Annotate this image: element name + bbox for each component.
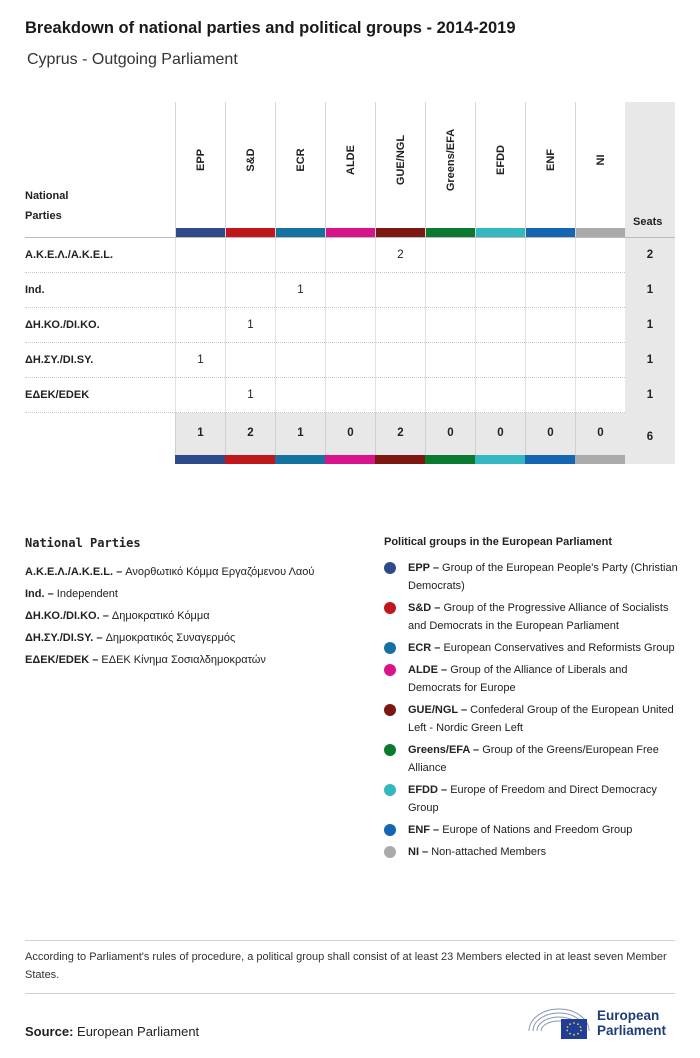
group-legend-item: GUE/NGL – Confederal Group of the European United Left - Nordic Green Left	[384, 701, 679, 737]
table-cell	[525, 343, 575, 378]
group-color-bar	[376, 228, 425, 237]
group-full-name: European Conservatives and Reformists Group	[443, 642, 675, 654]
group-total: 0	[575, 413, 625, 455]
group-column-ni	[575, 102, 625, 238]
table-cell	[575, 378, 625, 413]
table-cell	[225, 238, 275, 273]
source-value: European Parliament	[77, 1024, 200, 1039]
group-color-bar	[226, 228, 275, 237]
party-abbreviation: ΔΗ.ΣΥ./DI.SY.	[25, 632, 94, 644]
group-legend-item: Greens/EFA – Group of the Greens/European Free Alliance	[384, 741, 679, 777]
table-cell	[525, 378, 575, 413]
table-cell	[325, 308, 375, 343]
party-name: ΕΔΕΚ/EDEK	[25, 389, 90, 401]
color-dot-icon	[384, 704, 396, 716]
table-cell	[425, 378, 475, 413]
source-line	[25, 1024, 199, 1039]
group-legend-item: ENF – Europe of Nations and Freedom Group	[384, 821, 679, 839]
party-seats: 1	[625, 273, 675, 308]
hemicycle-icon	[527, 1003, 593, 1043]
group-column-epp	[175, 102, 225, 238]
national-party-legend-item: ΔΗ.ΚΟ./DI.KO. – Δημοκρατικό Κόμμα	[25, 610, 210, 622]
group-legend-item: EFDD – Europe of Freedom and Direct Democracy Group	[384, 781, 679, 817]
group-color-bar	[326, 228, 375, 237]
table-header	[25, 102, 675, 238]
national-party-legend-item: Α.Κ.Ε.Λ./A.K.E.L. – Ανορθωτικό Κόμμα Εργαζόμενου Λαού	[25, 566, 315, 578]
breakdown-table	[25, 102, 675, 464]
group-color-bar	[425, 455, 475, 464]
group-abbreviation: Greens/EFA	[408, 744, 470, 756]
group-total: 1	[175, 413, 225, 455]
table-cell	[575, 273, 625, 308]
group-abbreviation: EPP	[408, 562, 430, 574]
table-cell	[475, 238, 525, 273]
table-cell	[275, 343, 325, 378]
table-cell	[225, 273, 275, 308]
table-cell	[275, 378, 325, 413]
page-subtitle: Cyprus - Outgoing Parliament	[27, 51, 238, 68]
party-name: ΔΗ.ΚΟ./DI.KO.	[25, 319, 100, 331]
party-seats: 1	[625, 378, 675, 413]
group-full-name: Group of the Greens/European Free Alliance	[408, 744, 659, 774]
group-header-label: Greens/EFA	[445, 128, 457, 192]
table-cell	[325, 238, 375, 273]
group-header-label: GUE/NGL	[395, 134, 407, 186]
group-total: 0	[475, 413, 525, 455]
color-dot-icon	[384, 602, 396, 614]
group-abbreviation: ENF	[408, 824, 430, 836]
group-color-bar	[426, 228, 475, 237]
table-cell	[175, 308, 225, 343]
group-full-name: Confederal Group of the European United Left - Nordic Green Left	[408, 704, 674, 734]
group-total: 1	[275, 413, 325, 455]
table-cell	[325, 273, 375, 308]
table-cell: 1	[225, 378, 275, 413]
table-cell	[225, 343, 275, 378]
group-total: 0	[525, 413, 575, 455]
table-cell	[425, 308, 475, 343]
table-cell	[275, 308, 325, 343]
table-cell	[375, 273, 425, 308]
group-color-bar	[575, 455, 625, 464]
table-row	[25, 273, 675, 308]
group-color-bar	[275, 455, 325, 464]
table-cell	[175, 273, 225, 308]
group-legend-item: ALDE – Group of the Alliance of Liberals and Democrats for Europe	[384, 661, 679, 697]
group-header-label: NI	[595, 154, 607, 166]
table-cell	[375, 378, 425, 413]
political-groups-legend	[384, 536, 679, 865]
party-full-name: Δημοκρατικός Συναγερμός	[105, 632, 236, 644]
table-cell	[575, 238, 625, 273]
party-abbreviation: ΔΗ.ΚΟ./DI.KO.	[25, 610, 100, 622]
party-full-name: Ανορθωτικό Κόμμα Εργαζόμενου Λαού	[125, 566, 315, 578]
table-cell	[525, 238, 575, 273]
national-parties-column-header: National Parties	[25, 190, 69, 222]
totals-row	[25, 413, 675, 464]
table-cell	[425, 238, 475, 273]
table-cell	[325, 343, 375, 378]
political-groups-legend-heading: Political groups in the European Parliament	[384, 536, 612, 548]
group-color-bar	[475, 455, 525, 464]
total-seats: 6	[625, 413, 675, 464]
group-column-ecr	[275, 102, 325, 238]
group-legend-item: EPP – Group of the European People's Party (Christian Democrats)	[384, 559, 679, 595]
color-dot-icon	[384, 744, 396, 756]
rules-note: According to Parliament's rules of procedure, a political group shall consist of at least 23 Members elected in at least seven Member States.	[25, 951, 667, 981]
table-cell	[425, 343, 475, 378]
group-legend-item: ECR – European Conservatives and Reformists Group	[384, 639, 679, 657]
note-divider-top	[25, 940, 675, 941]
group-column-greens-efa	[425, 102, 475, 238]
table-cell	[425, 273, 475, 308]
party-name: Ind.	[25, 284, 45, 296]
group-color-bar	[525, 455, 575, 464]
group-full-name: Group of the Progressive Alliance of Socialists and Democrats in the European Parliament	[408, 602, 669, 632]
party-full-name: Independent	[56, 588, 118, 600]
color-dot-icon	[384, 824, 396, 836]
note-divider-bottom	[25, 993, 675, 994]
table-cell	[525, 308, 575, 343]
national-party-legend-item: Ind. – Independent	[25, 588, 118, 600]
table-cell	[275, 238, 325, 273]
group-color-bar	[175, 455, 225, 464]
table-cell: 2	[375, 238, 425, 273]
group-total: 0	[425, 413, 475, 455]
group-full-name: Group of the Alliance of Liberals and Democrats for Europe	[408, 664, 628, 694]
table-cell: 1	[175, 343, 225, 378]
national-party-legend-item: ΔΗ.ΣΥ./DI.SY. – Δημοκρατικός Συναγερμός	[25, 632, 236, 644]
table-cell	[575, 343, 625, 378]
group-color-bar	[276, 228, 325, 237]
group-full-name: Europe of Freedom and Direct Democracy Group	[408, 784, 657, 814]
group-color-bar	[225, 455, 275, 464]
table-cell	[475, 378, 525, 413]
group-column-gue-ngl	[375, 102, 425, 238]
table-row	[25, 238, 675, 273]
table-cell	[175, 238, 225, 273]
table-body	[25, 238, 675, 413]
source-label: Source:	[25, 1024, 74, 1039]
group-column-efdd	[475, 102, 525, 238]
group-header-label: ALDE	[345, 145, 357, 175]
group-header-label: S&D	[245, 148, 257, 172]
table-cell: 1	[275, 273, 325, 308]
group-total: 2	[375, 413, 425, 455]
group-color-bar	[375, 455, 425, 464]
color-dot-icon	[384, 642, 396, 654]
group-abbreviation: NI	[408, 846, 419, 858]
group-full-name: Non-attached Members	[431, 846, 547, 858]
party-name: Α.Κ.Ε.Λ./A.K.E.L.	[25, 249, 114, 261]
party-seats: 2	[625, 238, 675, 273]
group-abbreviation: S&D	[408, 602, 432, 614]
party-full-name: Δημοκρατικό Κόμμα	[111, 610, 210, 622]
table-row	[25, 378, 675, 413]
group-header-label: EPP	[195, 148, 207, 172]
group-column-s-d	[225, 102, 275, 238]
table-cell: 1	[225, 308, 275, 343]
group-color-bar	[526, 228, 575, 237]
party-abbreviation: Α.Κ.Ε.Λ./A.K.E.L.	[25, 566, 114, 578]
group-color-bar	[576, 228, 625, 237]
table-cell	[475, 343, 525, 378]
color-dot-icon	[384, 846, 396, 858]
group-abbreviation: EFDD	[408, 784, 438, 796]
group-header-label: ECR	[295, 148, 307, 172]
european-parliament-logo	[527, 1003, 677, 1043]
national-parties-legend-heading: National Parties	[25, 536, 141, 550]
table-cell	[375, 343, 425, 378]
group-abbreviation: ALDE	[408, 664, 438, 676]
group-full-name: Europe of Nations and Freedom Group	[442, 824, 633, 836]
table-row	[25, 343, 675, 378]
group-total: 2	[225, 413, 275, 455]
group-header-label: ENF	[545, 149, 557, 171]
group-color-bar	[476, 228, 525, 237]
color-dot-icon	[384, 784, 396, 796]
table-cell	[475, 273, 525, 308]
color-dot-icon	[384, 562, 396, 574]
party-name: ΔΗ.ΣΥ./DI.SY.	[25, 354, 94, 366]
table-cell	[375, 308, 425, 343]
group-color-bar	[325, 455, 375, 464]
group-color-bar	[176, 228, 225, 237]
logo-text: European Parliament	[597, 1008, 667, 1038]
table-cell	[575, 308, 625, 343]
group-column-alde	[325, 102, 375, 238]
party-seats: 1	[625, 343, 675, 378]
party-seats: 1	[625, 308, 675, 343]
seats-column-header: Seats	[625, 102, 675, 238]
group-legend-item: NI – Non-attached Members	[384, 843, 679, 861]
party-abbreviation: ΕΔΕΚ/EDEK	[25, 654, 90, 666]
group-header-label: EFDD	[495, 145, 507, 175]
table-cell	[175, 378, 225, 413]
color-dot-icon	[384, 664, 396, 676]
table-row	[25, 308, 675, 343]
party-abbreviation: Ind.	[25, 588, 45, 600]
page-title: Breakdown of national parties and political groups - 2014-2019	[25, 19, 516, 37]
group-legend-item: S&D – Group of the Progressive Alliance of Socialists and Democrats in the European Parliament	[384, 599, 679, 635]
table-cell	[525, 273, 575, 308]
group-abbreviation: ECR	[408, 642, 432, 654]
group-full-name: Group of the European People's Party (Christian Democrats)	[408, 562, 678, 592]
group-abbreviation: GUE/NGL	[408, 704, 458, 716]
national-parties-legend	[25, 536, 365, 671]
table-cell	[475, 308, 525, 343]
table-cell	[325, 378, 375, 413]
group-column-enf	[525, 102, 575, 238]
group-total: 0	[325, 413, 375, 455]
national-party-legend-item: ΕΔΕΚ/EDEK – ΕΔΕΚ Κίνημα Σοσιαλδημοκρατών	[25, 654, 266, 666]
party-full-name: ΕΔΕΚ Κίνημα Σοσιαλδημοκρατών	[101, 654, 266, 666]
